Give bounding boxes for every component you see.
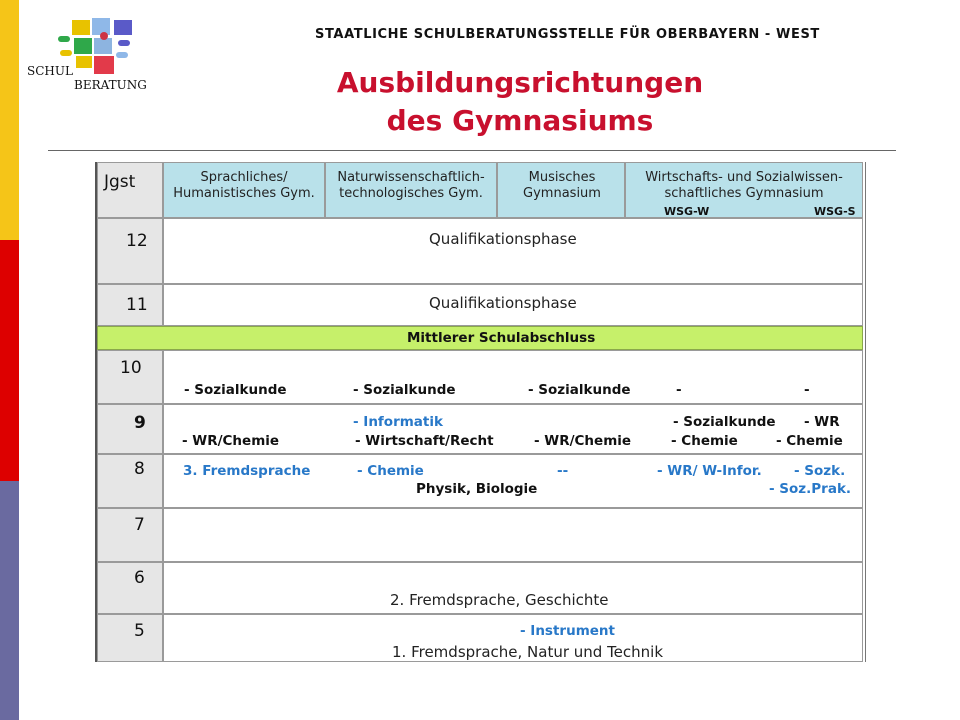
header-musisch-label: Musisches Gymnasium (523, 170, 601, 201)
r9-informatik: - Informatik (353, 414, 443, 430)
row-5-content (163, 614, 863, 662)
grade-7-label: 7 (134, 515, 145, 535)
r8-wsg-w: - WR/ W-Infor. (657, 463, 762, 479)
r10-naturwiss: - Sozialkunde (353, 382, 456, 398)
header-jgst-label: Jgst (104, 172, 136, 192)
r9-naturwiss: - Wirtschaft/Recht (355, 433, 494, 449)
header-wirtschaft-label: Wirtschafts- und Sozialwissen- schaftliches Gymnasium (645, 170, 843, 201)
row-10-content (163, 350, 863, 404)
accent-stripe-red (0, 240, 19, 481)
row-7-content (163, 508, 863, 562)
organization-name: STAATLICHE SCHULBERATUNGSSTELLE FÜR OBERBAYERN - WEST (315, 27, 820, 42)
r10-wsg-w: - (676, 382, 682, 398)
grade-cell-7 (97, 508, 163, 562)
grade-cell-11 (97, 284, 163, 326)
r6-common: 2. Fremdsprache, Geschichte (390, 591, 609, 609)
grade-cell-12 (97, 218, 163, 284)
grade-cell-6 (97, 562, 163, 614)
grade-9-label: 9 (134, 413, 146, 433)
r8-naturwiss: - Chemie (357, 463, 424, 479)
r9-wr: - WR (804, 414, 840, 430)
r10-musisch: - Sozialkunde (528, 382, 631, 398)
page-title-line2: des Gymnasiums (386, 104, 654, 137)
header-sprachlich-label: Sprachliches/ Humanistisches Gym. (173, 170, 315, 201)
mittlerer-schulabschluss-band (97, 326, 863, 350)
r9-wsg-w: - Chemie (671, 433, 738, 449)
wsg-s-label: WSG-S (814, 205, 856, 218)
grade-11-label: 11 (126, 295, 148, 315)
logo-text-beratung: BERATUNG (74, 78, 147, 92)
r10-wsg-s: - (804, 382, 810, 398)
row-12-content (163, 218, 863, 284)
r5-instrument: - Instrument (520, 623, 615, 639)
grade-cell-10 (97, 350, 163, 404)
row-6-content (163, 562, 863, 614)
r5-common: 1. Fremdsprache, Natur und Technik (392, 643, 664, 661)
qualifikationsphase-12: Qualifikationsphase (429, 230, 577, 248)
header-cell-musisch (497, 162, 625, 218)
row-9-content (163, 404, 863, 454)
r10-sprachlich: - Sozialkunde (184, 382, 287, 398)
qualifikationsphase-11: Qualifikationsphase (429, 294, 577, 312)
header-cell-wirtschaft (625, 162, 863, 218)
grade-5-label: 5 (134, 621, 145, 641)
r8-sprachlich: 3. Fremdsprache (183, 463, 311, 479)
education-table (95, 162, 866, 662)
logo-text-schul: SCHUL (27, 64, 73, 78)
row-8-content (163, 454, 863, 508)
r8-wsg-s: - Sozk. (794, 463, 846, 479)
grade-12-label: 12 (126, 231, 148, 251)
r9-musisch: - WR/Chemie (534, 433, 632, 449)
accent-stripe-purple (0, 481, 19, 720)
header-naturwiss-label: Naturwissenschaftlich- technologisches Gym. (337, 170, 485, 201)
header-cell-sprachlich (163, 162, 325, 218)
r9-wsg-s: - Chemie (776, 433, 843, 449)
grade-cell-8 (97, 454, 163, 508)
r9-sprachlich: - WR/Chemie (182, 433, 280, 449)
mittlerer-schulabschluss-label: Mittlerer Schulabschluss (407, 330, 596, 346)
r8-wsg-s-praktikum: - Soz.Prak. (769, 481, 852, 497)
grade-cell-5 (97, 614, 163, 662)
header-divider (48, 150, 896, 151)
wsg-w-label: WSG-W (664, 205, 710, 218)
r8-common: Physik, Biologie (416, 481, 538, 497)
page-title-line1: Ausbildungsrichtungen (336, 66, 704, 99)
grade-6-label: 6 (134, 568, 145, 588)
grade-10-label: 10 (120, 358, 142, 378)
row-11-content (163, 284, 863, 326)
header-cell-naturwiss (325, 162, 497, 218)
grade-8-label: 8 (134, 459, 145, 479)
r9-sozialkunde: - Sozialkunde (673, 414, 776, 430)
header-cell-jgst (97, 162, 163, 218)
grade-cell-9 (97, 404, 163, 454)
r8-musisch: -- (557, 463, 569, 479)
